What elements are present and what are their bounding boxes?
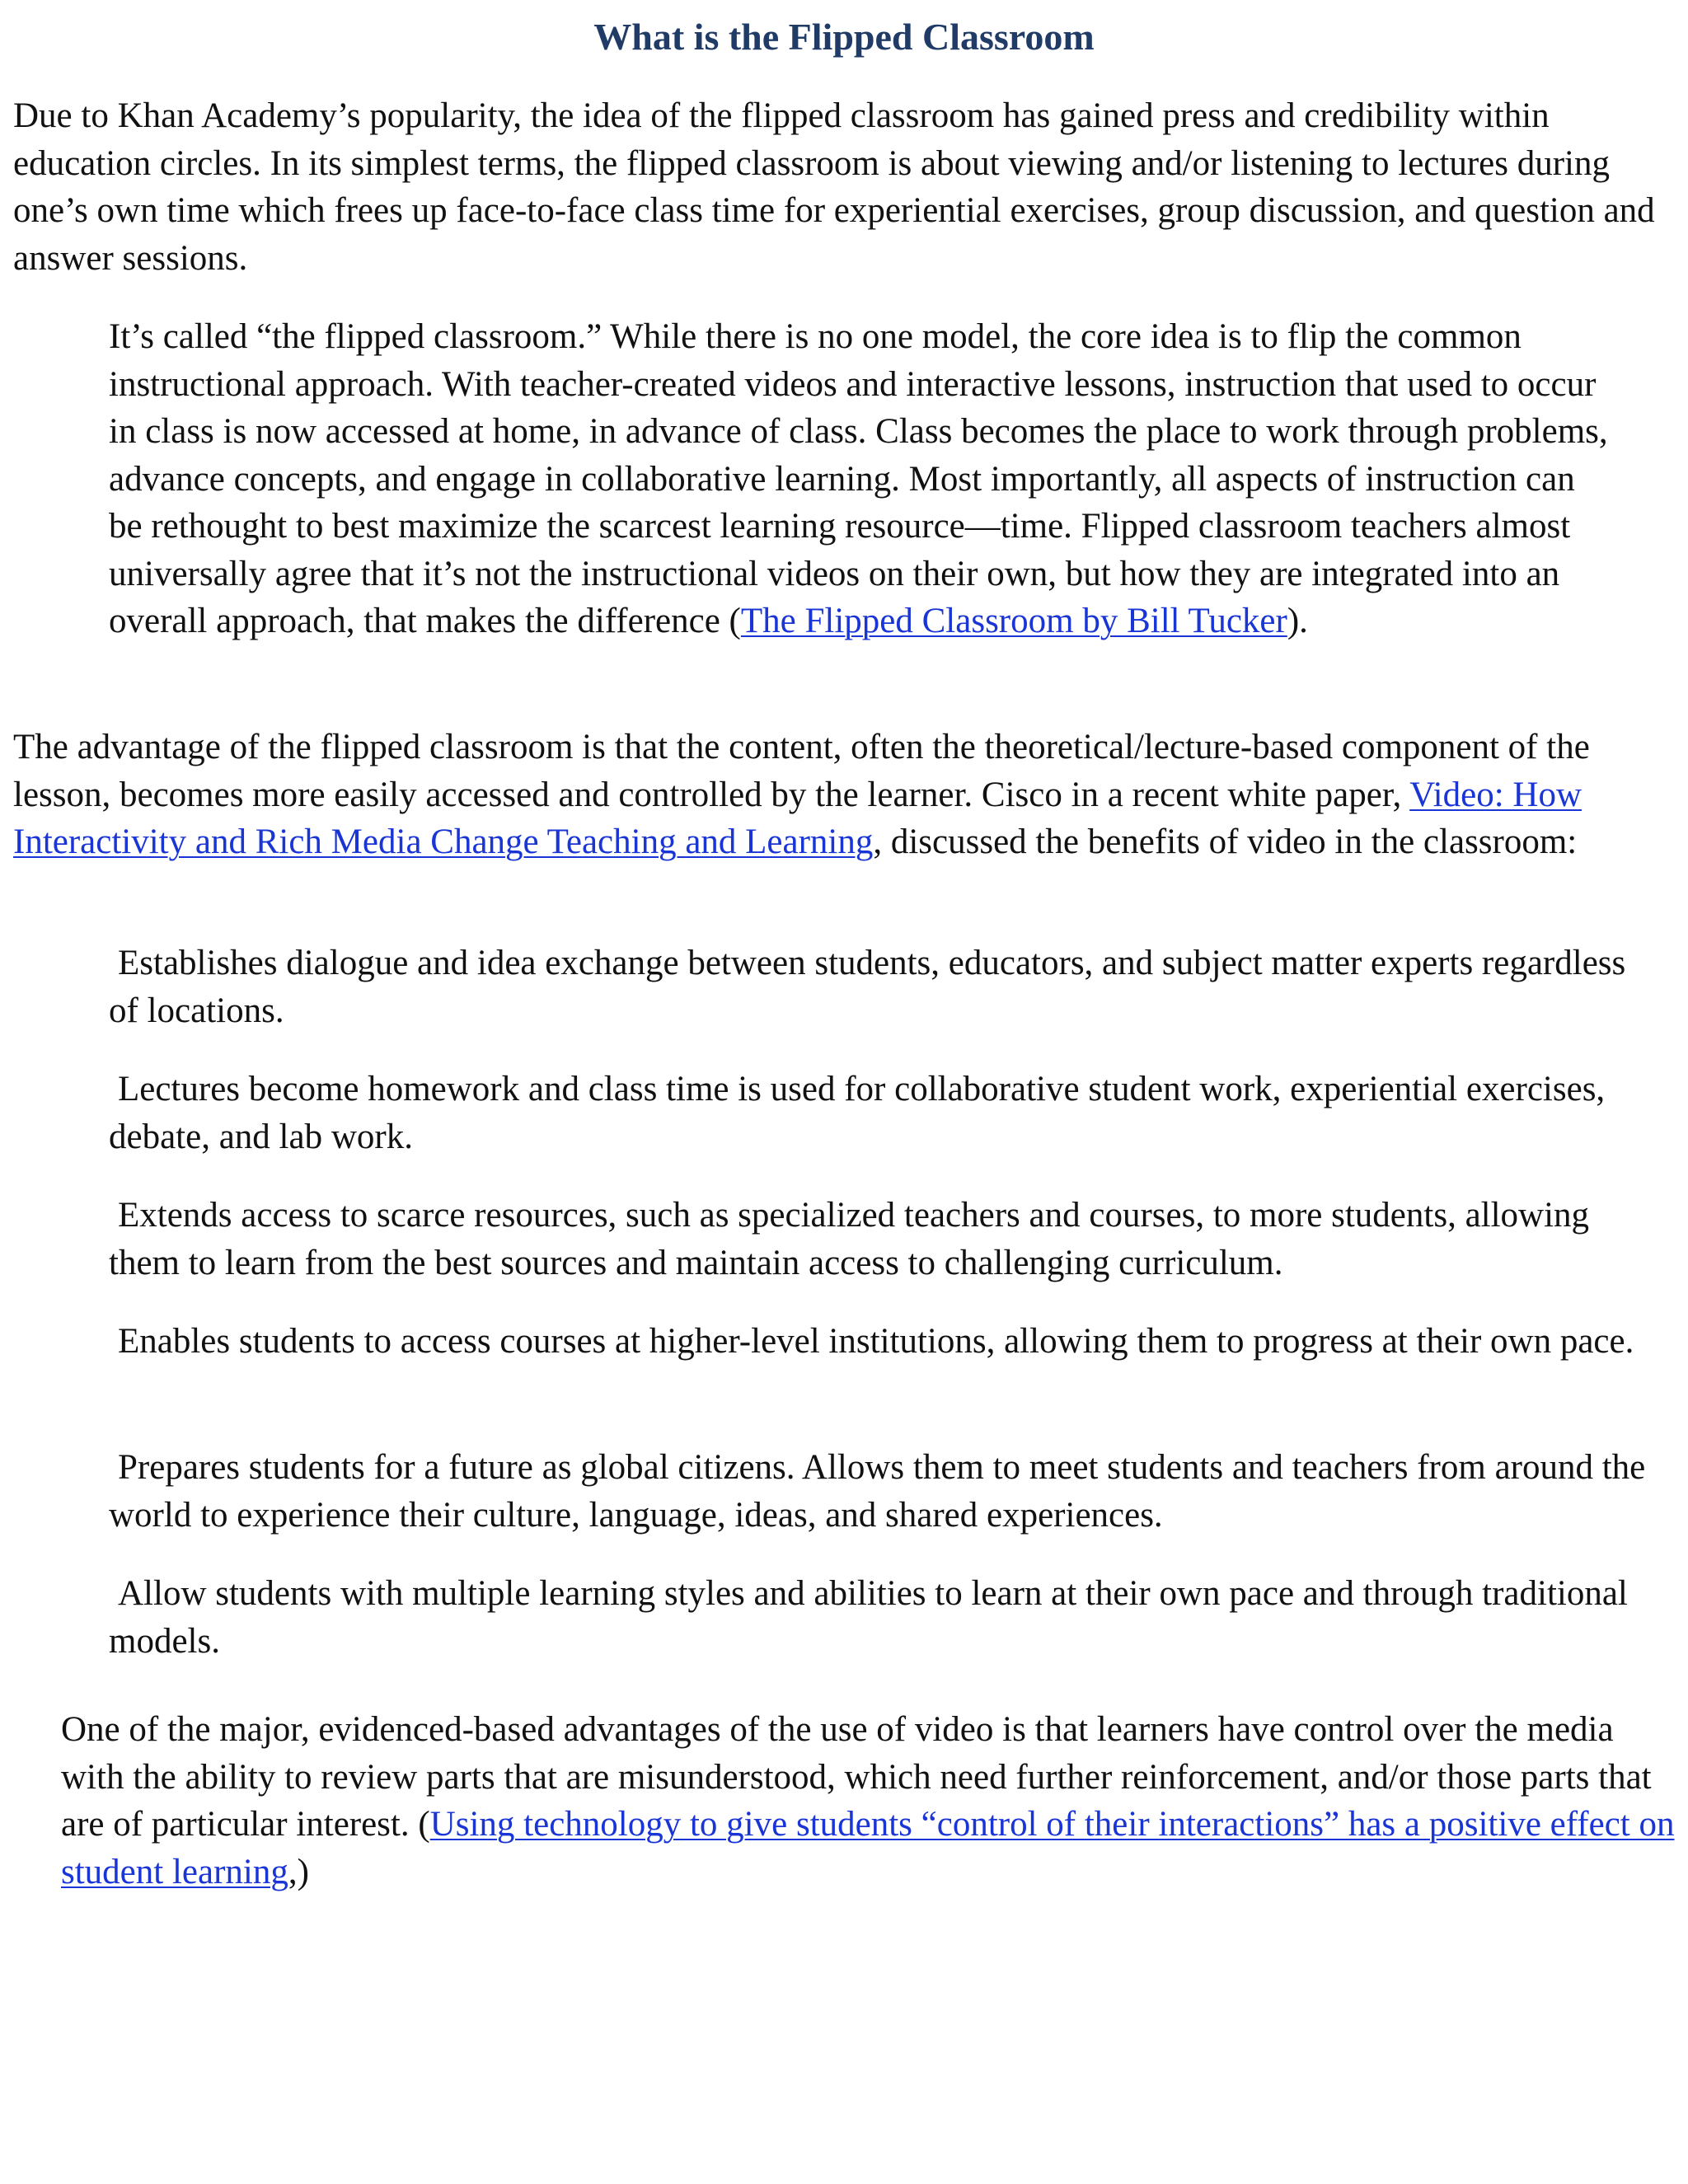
- cisco-video-white-paper-link[interactable]: Video: How Interactivity and Rich Media Change Teaching and Learning: [13, 775, 1582, 861]
- quote-text: It’s called “the flipped classroom.” While there is no one model, the core idea is to flip the common instructional approach. With teacher-created videos and interactive lessons, instruction that used to occur in class is now accessed at home, in advance of class. Class becomes the place to work through problems, advance concepts, and engage in collaborative learning. Most importantly, all aspects of instruction can be rethought to best maximize the scarcest learning resource—time. Flipped classroom teachers almost universally agree that it’s not the instructional videos on their own, but how they are integrated into an overall approach, that makes the difference (: [109, 317, 1608, 640]
- advantage-text: The advantage of the flipped classroom is that the content, often the theoretical/lecture-based component of the lesson, becomes more easily accessed and controlled by the learner. Cisco in a recent white paper,: [13, 728, 1590, 814]
- benefit-item: [109, 1318, 1658, 1366]
- quote-tail: ).: [1287, 602, 1308, 640]
- advantage-paragraph: [13, 724, 1670, 866]
- student-control-research-link[interactable]: Using technology to give students “control of their interactions” has a positive effect on student learning: [61, 1805, 1675, 1891]
- flipped-classroom-tucker-link[interactable]: The Flipped Classroom by Bill Tucker: [740, 602, 1287, 640]
- benefit-text: Extends access to scarce resources, such as specialized teachers and courses, to more students, allowing them to learn from the best sources and maintain access to challenging curriculum.: [109, 1196, 1590, 1282]
- benefit-text: Allow students with multiple learning styles and abilities to learn at their own pace and through traditional models.: [109, 1574, 1628, 1661]
- benefit-item: [109, 1444, 1658, 1539]
- benefit-text: Prepares students for a future as global citizens. Allows them to meet students and teachers from around the world to experience their culture, language, ideas, and shared experiences.: [109, 1448, 1646, 1535]
- intro-paragraph: Due to Khan Academy’s popularity, the idea of the flipped classroom has gained press and credibility within education circles. In its simplest terms, the flipped classroom is about viewing and/or listening to lectures during one’s own time which frees up face-to-face class time for experiential exercises, group discussion, and question and answer sessions.: [13, 96, 1655, 278]
- benefit-text: Enables students to access courses at higher-level institutions, allowing them to progress at their own pace.: [118, 1322, 1634, 1361]
- benefit-text: Lectures become homework and class time is used for collaborative student work, experiential exercises, debate, and lab work.: [109, 1070, 1606, 1156]
- benefit-text: Establishes dialogue and idea exchange between students, educators, and subject matter experts regardless of locations.: [109, 944, 1626, 1030]
- benefit-item: [109, 1066, 1658, 1160]
- benefit-item: [109, 1192, 1658, 1286]
- benefit-item: [109, 940, 1658, 1034]
- closing-tail: ,): [288, 1852, 309, 1891]
- closing-paragraph: [61, 1706, 1676, 1896]
- quote-paragraph: [109, 313, 1609, 645]
- page-title: What is the Flipped Classroom: [593, 16, 1095, 58]
- closing-text: One of the major, evidenced-based advantages of the use of video is that learners have control over the media with the ability to review parts that are misunderstood, which need further reinforcement, and/or those parts that are of particular interest. (: [61, 1710, 1652, 1844]
- benefit-item: [109, 1570, 1658, 1665]
- advantage-tail: , discussed the benefits of video in the classroom:: [873, 823, 1578, 861]
